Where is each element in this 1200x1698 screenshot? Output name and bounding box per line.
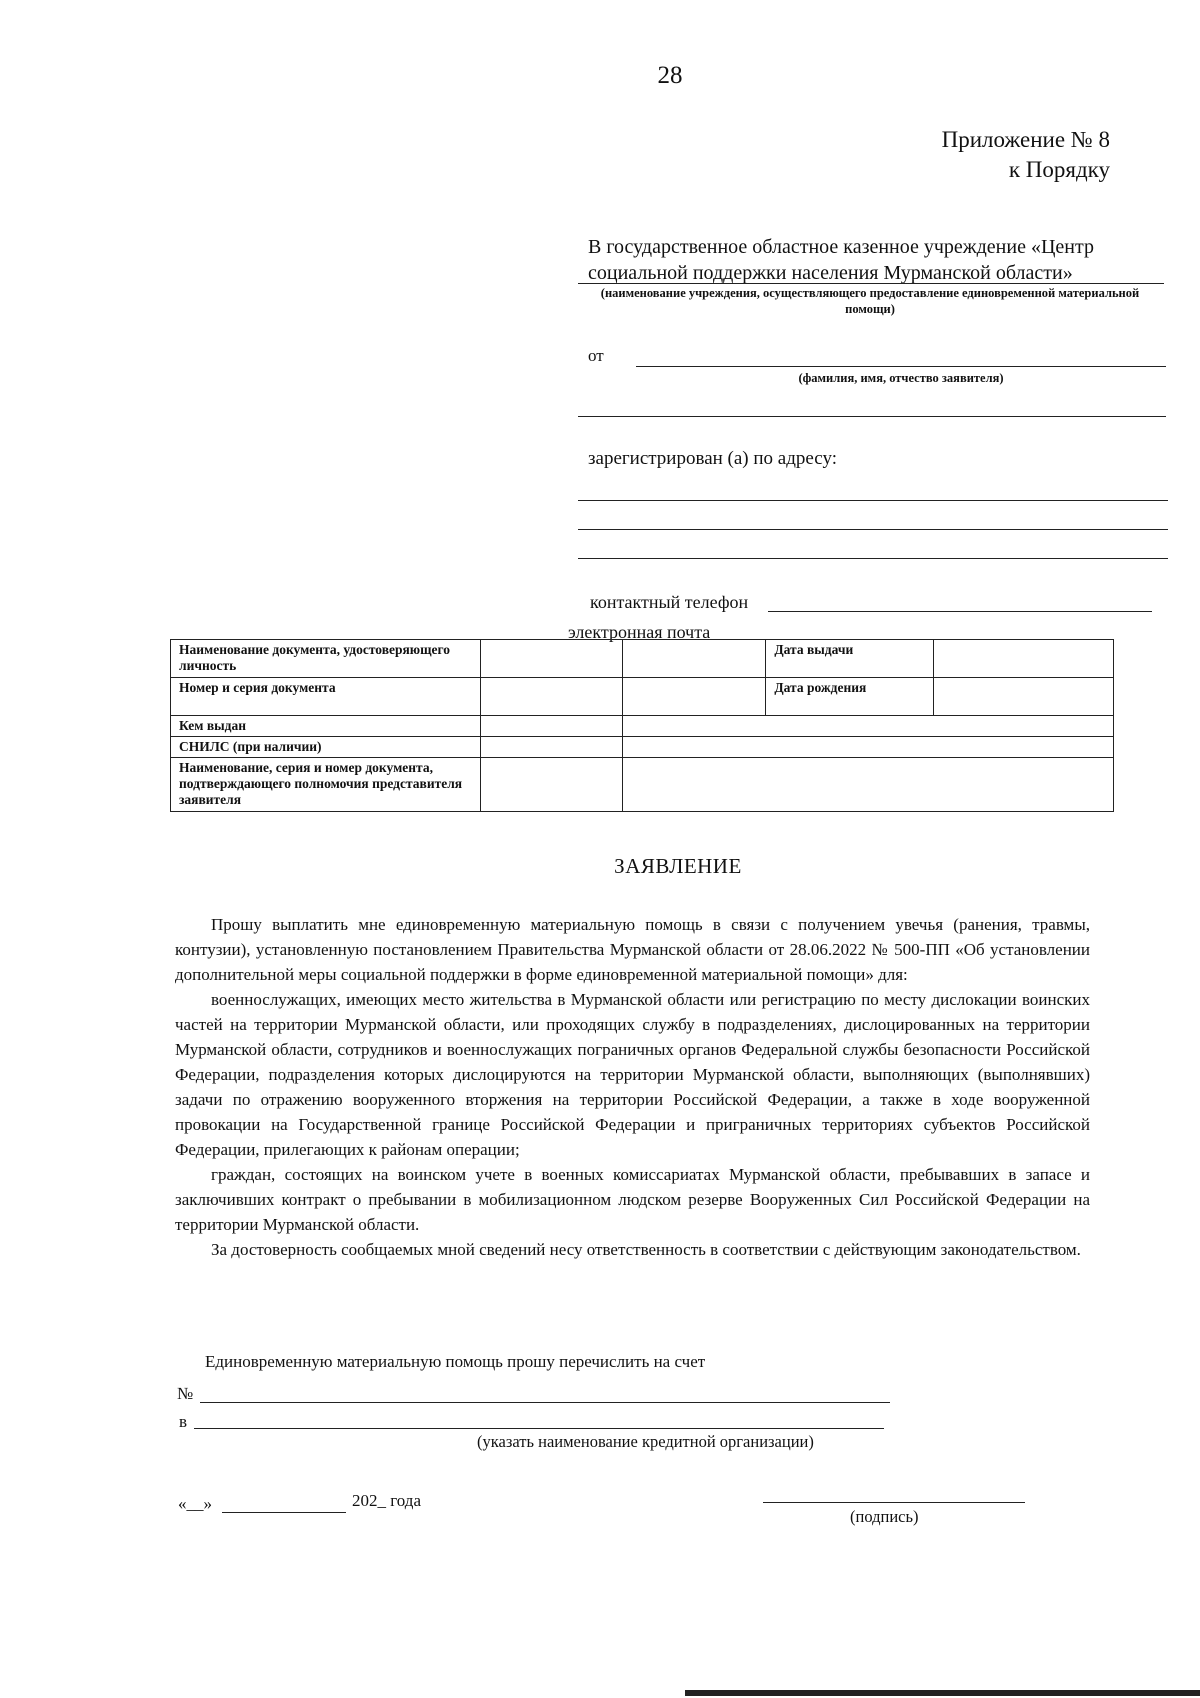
account-number-label: № [177,1384,194,1403]
statement-body [175,912,1090,1262]
snils-cell-2[interactable] [622,737,1113,758]
representative-doc-cell-1[interactable] [480,758,622,812]
issue-date-cell[interactable] [934,640,1114,678]
email-label: электронная почта [568,622,711,642]
snils-cell-1[interactable] [480,737,622,758]
phone-label: контактный телефон [590,592,749,612]
issue-date-label: Дата выдачи [766,640,934,678]
statement-paragraph-4: За достоверность сообщаемых мной сведений несу ответственность в соответствии с действующим законодательством. [211,1240,1081,1259]
statement-paragraph-1: Прошу выплатить мне единовременную материальную помощь в связи с получением увечья (ранения, травмы, контузии), установленную постановлением Правительства Мурманской области от 28.06.2022 № 500-ПП «Об установлении дополнительной меры социальной поддержки в форме единовременной материальной помощи» для: [175,915,1090,984]
id-document-cell-2[interactable] [622,640,766,678]
bank-caption: (указать наименование кредитной организации) [477,1432,814,1451]
id-document-label: Наименование документа, удостоверяющего личность [171,640,481,678]
page-number: 28 [657,62,683,89]
birth-date-label: Дата рождения [766,678,934,716]
id-document-cell-1[interactable] [480,640,622,678]
birth-date-cell[interactable] [934,678,1114,716]
statement-paragraph-2: военнослужащих, имеющих место жительства в Мурманской области или регистрацию по месту дислокации воинских частей на территории Мурманской области, или проходящих службу в подразделениях, дислоцированных на территории Мурманской области, сотрудников и военнослужащих пограничных органов Федеральной службы безопасности Российской Федерации, подразделения которых дислоцируются на территории Мурманской области, выполняющих (выполнявших) задачи по отражению вооруженного вторжения на территории Российской Федерации, а также в ходе вооруженной провокации на Государственной границе Российской Федерации и приграничных территориях субъектов Российской Федерации, прилегающих к районам операции; [175,990,1090,1159]
signature-field[interactable] [763,1502,1025,1503]
transfer-text: Единовременную материальную помощь прошу перечислить на счет [205,1352,706,1371]
date-year: 202_ года [352,1491,422,1510]
issued-by-cell-2[interactable] [622,716,1113,737]
issued-by-cell-1[interactable] [480,716,622,737]
bank-name-field[interactable] [194,1428,884,1429]
address-field-1[interactable] [578,500,1168,501]
doc-number-cell-2[interactable] [622,678,766,716]
address-field-3[interactable] [578,558,1168,559]
address-field-2[interactable] [578,529,1168,530]
scan-edge-shadow [685,1690,1200,1696]
doc-number-label: Номер и серия документа [171,678,481,716]
account-number-field[interactable] [200,1402,890,1403]
appendix-line-1: Приложение № 8 [941,127,1110,152]
representative-doc-label: Наименование, серия и номер документа, подтверждающего полномочия представителя заявителя [171,758,481,812]
from-label: от [588,346,604,365]
appendix-reference [942,125,1110,185]
representative-doc-cell-2[interactable] [622,758,1113,812]
doc-number-cell-1[interactable] [480,678,622,716]
applicant-name-field-2[interactable] [578,416,1166,417]
identity-document-table [170,639,1114,812]
appendix-line-2: к Порядку [1008,157,1110,182]
snils-label: СНИЛС (при наличии) [171,737,481,758]
issued-by-label: Кем выдан [171,716,481,737]
recipient-caption: (наименование учреждения, осуществляющего предоставление единовременной материальной помощи) [600,286,1140,316]
bank-label: в [179,1412,188,1431]
address-label: зарегистрирован (а) по адресу: [588,448,838,469]
signature-caption: (подпись) [850,1507,919,1526]
date-day: «__» [178,1494,212,1513]
recipient-underline [578,283,1164,284]
recipient-institution: В государственное областное казенное учреждение «Центр социальной поддержки населения Мурманской области» [588,236,1094,284]
phone-field[interactable] [768,611,1152,612]
statement-title: ЗАЯВЛЕНИЕ [614,854,742,878]
applicant-name-field[interactable] [636,366,1166,367]
statement-paragraph-3: граждан, состоящих на воинском учете в военных комиссариатах Мурманской области, пребывавших в запасе и заключивших контракт о пребывании в мобилизационном людском резерве Вооруженных Сил Российской Федерации на территории Мурманской области. [175,1165,1090,1234]
applicant-name-caption: (фамилия, имя, отчество заявителя) [798,371,1004,385]
date-month-field[interactable] [222,1512,346,1513]
